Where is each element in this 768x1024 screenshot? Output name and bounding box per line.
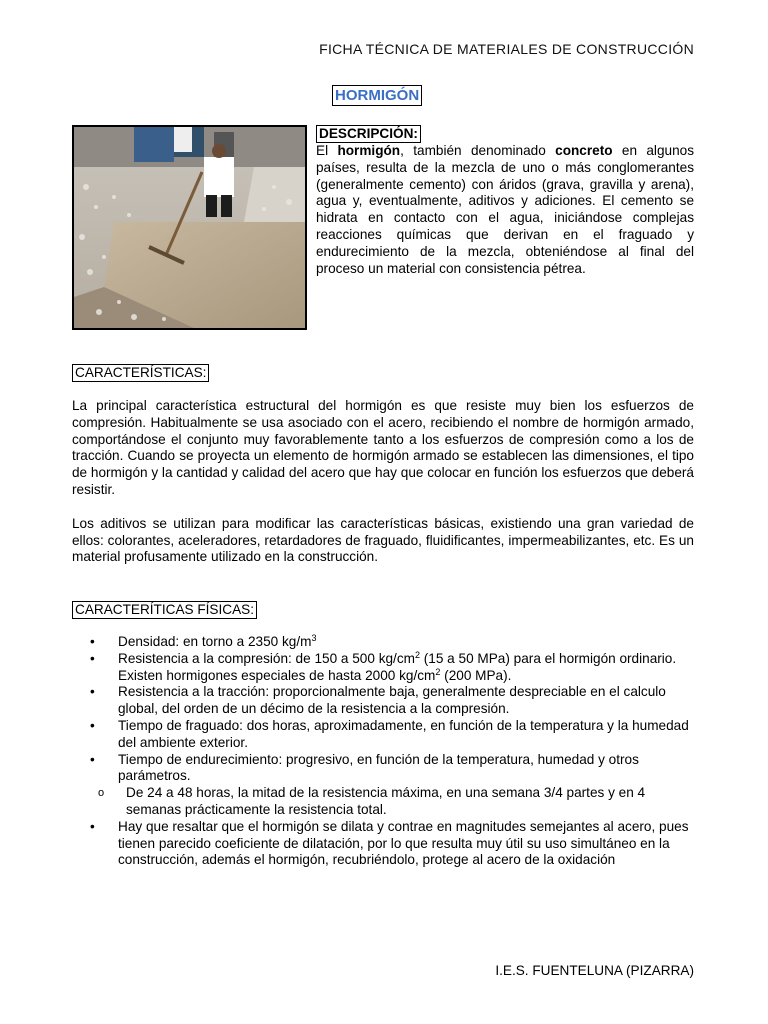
description-text	[316, 143, 694, 276]
caracteristicas-section	[72, 364, 694, 566]
page-footer: I.E.S. FUENTELUNA (PIZARRA)	[495, 963, 694, 978]
fisicas-list	[72, 634, 694, 869]
list-item-compresion	[72, 651, 694, 685]
compresion-text: Resistencia a la compresión: de 150 a 500 kg/cm	[118, 650, 415, 666]
endurecimiento-text: Tiempo de endurecimiento: progresivo, en función de la temperatura, humedad y otros parámetros.	[118, 751, 639, 784]
list-item-traccion: • Resistencia a la tracción: proporcionalmente baja, generalmente despreciable en el calculo global, del orden de un décimo de la resistencia a la compresión.	[72, 684, 694, 718]
description-block	[316, 125, 694, 277]
compresion-text: (200 MPa).	[440, 667, 512, 683]
superscript: 2	[435, 666, 441, 677]
sublist-item: o De 24 a 48 horas, la mitad de la resistencia máxima, en una semana 3/4 partes y en 4 semanas prácticamente la resistencia total.	[72, 785, 694, 819]
caracteristicas-paragraph-1: La principal característica estructural del hormigón es que resiste muy bien los esfuerzos de compresión. Habitualmente se usa asociado con el acero, recibiendo el nombre de hormigón armado, comportándose el conjunto muy favorablemente tanto a los esfuerzos de compresión como a los de tracción. Cuando se proyecta un elemento de hormigón armado se establecen las dimensiones, el tipo de hormigón y la cantidad y calidad del acero que hay que colocar en función los esfuerzos que deberá resistir.	[72, 398, 694, 497]
fisicas-section	[72, 601, 694, 869]
fisicas-heading: CARACTERÍTICAS FÍSICAS:	[72, 601, 257, 619]
description-text-part: en algunos países, resulta de la mezcla de uno o más conglomerantes (generalmente cemento) con áridos (grava, gravilla y arena), agua y, eventualmente, aditivos y adiciones. El cemento se hidrata en contacto con el agua, iniciándose complejas reacciones químicas que derivan en el fraguado y endurecimiento de la mezcla, obteniéndose al final del proceso un material con consistencia pétrea.	[316, 143, 694, 276]
concrete-pouring-image	[74, 127, 305, 328]
list-item-fraguado: • Tiempo de fraguado: dos horas, aproximadamente, en función de la temperatura y la humedad del ambiente exterior.	[72, 718, 694, 752]
concrete-photo	[72, 125, 307, 330]
superscript: 3	[311, 633, 317, 643]
densidad-text: Densidad: en torno a 2350 kg/m	[118, 634, 312, 649]
superscript: 2	[414, 649, 420, 660]
caracteristicas-heading: CARACTERÍSTICAS:	[72, 364, 209, 382]
list-item-endurecimiento	[72, 752, 694, 819]
list-item-dilatacion: • Hay que resaltar que el hormigón se dilata y contrae en magnitudes semejantes al acero, pues tienen parecido coeficiente de dilatación, por lo que resulta muy útil su uso simultáneo en la construcción, además el hormigón, recubriéndolo, protege al acero de la oxidación	[72, 819, 694, 869]
endurecimiento-sublist	[72, 785, 694, 819]
page-title: HORMIGÓN	[332, 85, 422, 106]
description-text-part: El	[316, 143, 338, 158]
bold-hormigon: hormigón	[337, 143, 401, 158]
caracteristicas-paragraph-2: Los aditivos se utilizan para modificar las características básicas, existiendo una gran variedad de ellos: colorantes, aceleradores, retardadores de fraguado, fluidificantes, impermeabilizantes, etc. Es un material profusamente utilizado en la construcción.	[72, 515, 694, 565]
list-item-densidad	[72, 634, 694, 651]
page-header: FICHA TÉCNICA DE MATERIALES DE CONSTRUCCIÓN	[319, 41, 694, 57]
description-heading: DESCRIPCIÓN:	[316, 125, 421, 143]
description-text-part: , también denominado	[400, 143, 556, 158]
compresion-text: (15 a 50 MPa) para el hormigón ordinario. Existen hormigones especiales de hasta 2000 kg/cm	[118, 650, 677, 683]
bold-concreto: concreto	[555, 143, 613, 158]
